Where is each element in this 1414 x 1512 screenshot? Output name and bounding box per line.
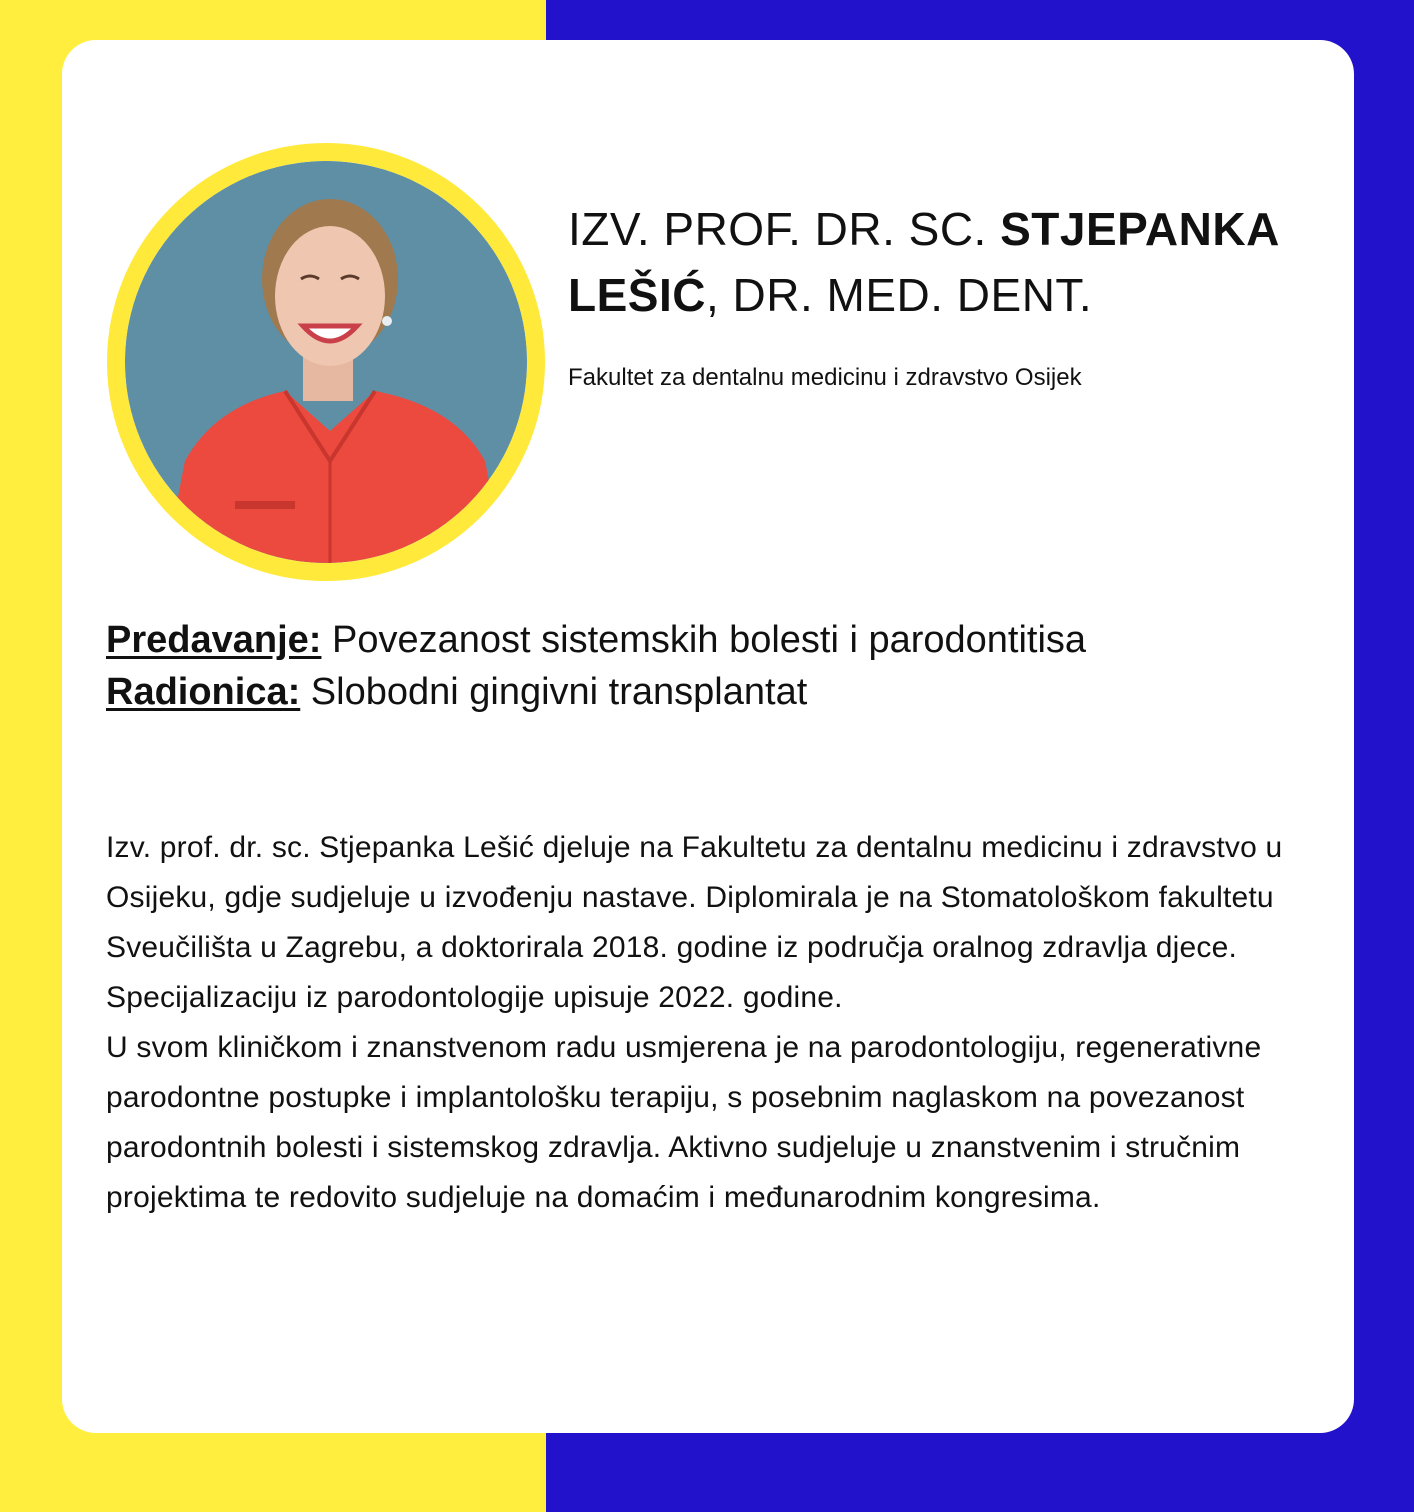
portrait-illustration: [125, 161, 527, 563]
workshop-title: Slobodni gingivni transplantat: [300, 671, 808, 713]
name-first: STJEPANKA: [1000, 203, 1280, 255]
session-topics: [106, 614, 1306, 718]
lecture-label: Predavanje:: [106, 619, 322, 661]
speaker-name: [568, 196, 1298, 328]
name-prefix: IZV. PROF. DR. SC.: [568, 203, 1001, 255]
speaker-biography: [106, 823, 1316, 1223]
bio-paragraph-2: U svom kliničkom i znanstvenom radu usmjerena je na parodontologiju, regenerativne parodontne postupke i implantološku terapiju, s posebnim naglaskom na povezanost parodontnih bolesti i sistemskog zdravlja. Aktivno sudjeluje u znanstvenim i stručnim projektima te redovito sudjeluje na domaćim i međunarodnim kongresima.: [106, 1031, 1262, 1214]
speaker-portrait-icon: [125, 161, 527, 563]
name-last: LEŠIĆ: [568, 269, 706, 321]
lecture-line: [106, 614, 1306, 666]
workshop-line: [106, 666, 1306, 718]
speaker-card: [62, 40, 1354, 1433]
name-suffix: , DR. MED. DENT.: [705, 269, 1093, 321]
workshop-label: Radionica:: [106, 671, 301, 713]
speaker-photo-frame: [107, 143, 545, 581]
bio-paragraph-1: Izv. prof. dr. sc. Stjepanka Lešić djeluje na Fakultetu za dentalnu medicinu i zdravstvo u Osijeku, gdje sudjeluje u izvođenju nastave. Diplomirala je na Stomatološkom fakultetu Sveučilišta u Zagrebu, a doktorirala 2018. godine iz područja oralnog zdravlja djece. Specijalizaciju iz parodontologije upisuje 2022. godine.: [106, 831, 1283, 1014]
speaker-affiliation: Fakultet za dentalnu medicinu i zdravstvo Osijek: [568, 364, 1082, 391]
lecture-title: Povezanost sistemskih bolesti i parodontitisa: [321, 619, 1087, 661]
